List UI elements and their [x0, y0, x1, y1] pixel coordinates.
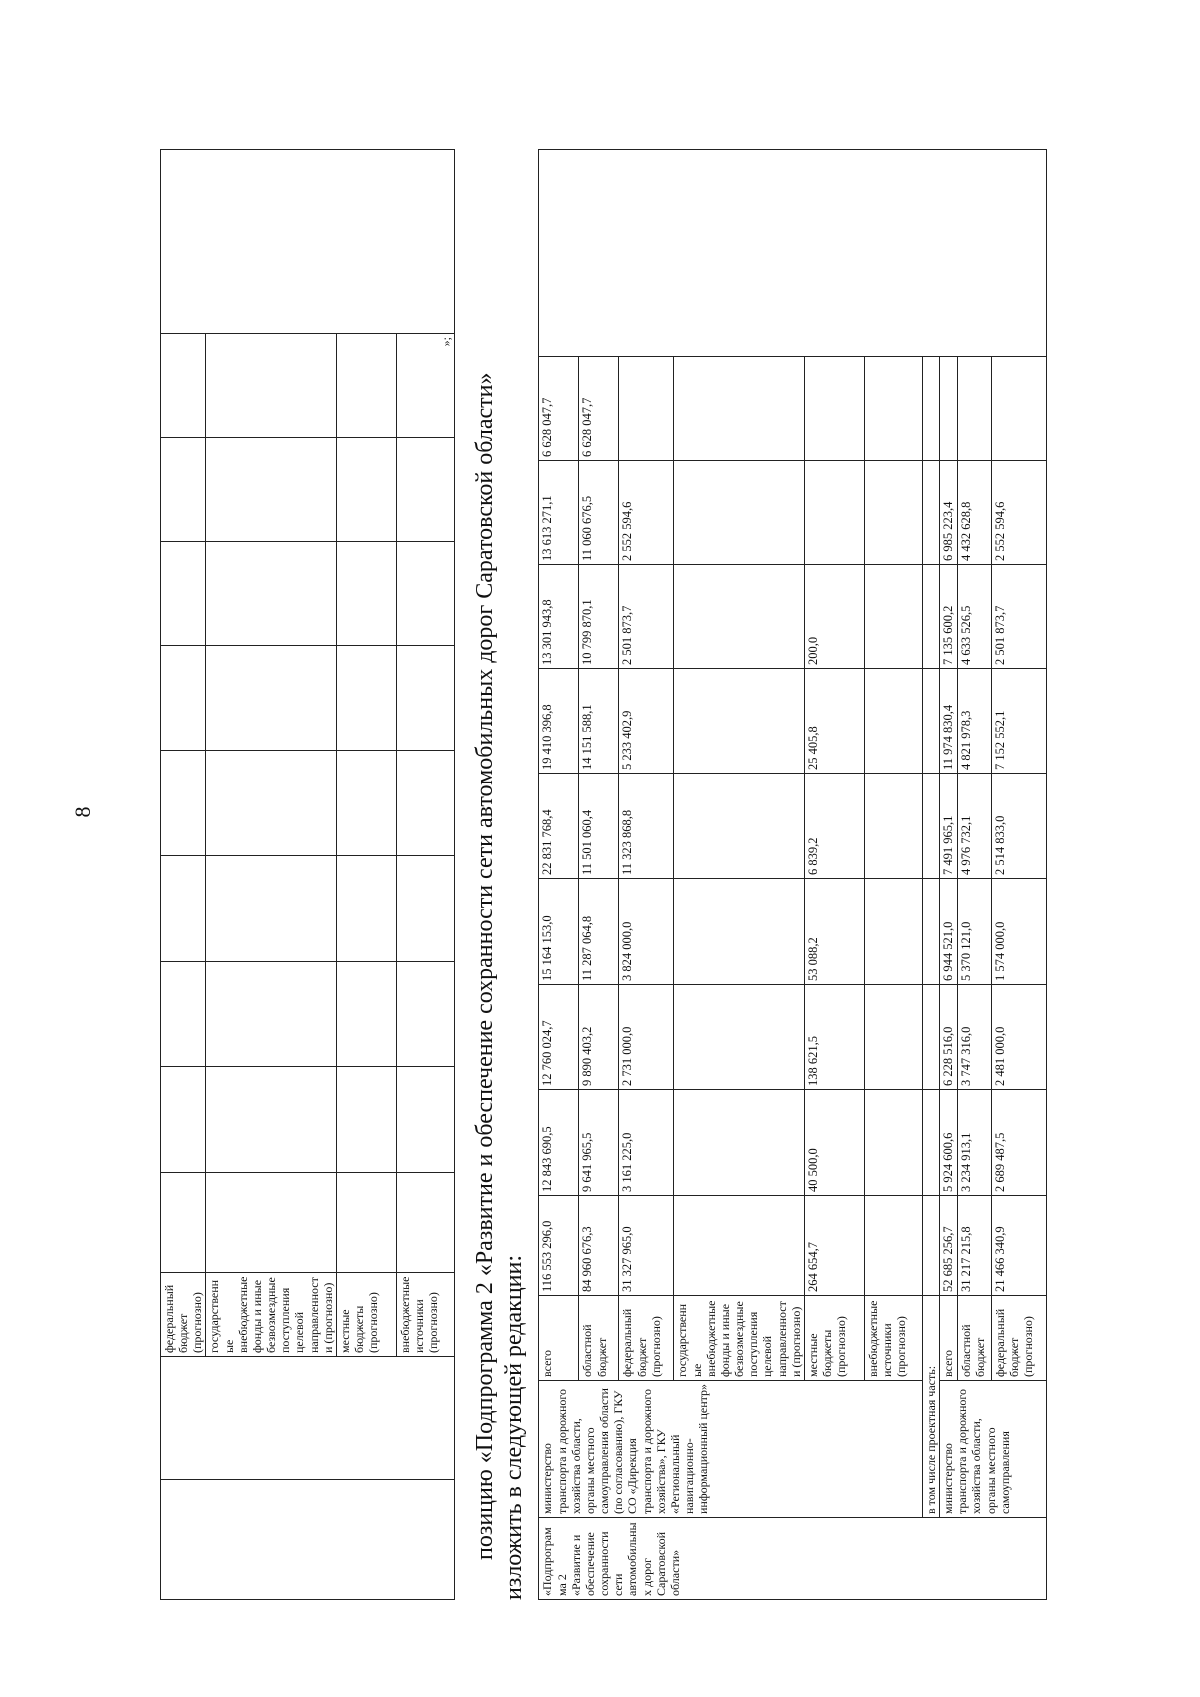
value-cell: [674, 774, 804, 879]
value-cell: [674, 461, 804, 565]
main-table: [538, 149, 1047, 1600]
value-cell: 5 233 402,9: [619, 669, 674, 774]
table-row: [922, 150, 939, 1600]
value-cell: 7 491 965,1: [940, 774, 958, 879]
value-cell: 2 501 873,7: [619, 565, 674, 669]
value-cell: 22 831 768,4: [539, 774, 579, 879]
value-cell: 14 151 588,1: [579, 669, 619, 774]
value-cell: 4 821 978,3: [958, 669, 992, 774]
table-row: [539, 150, 579, 1600]
value-cell: 1 574 000,0: [992, 879, 1047, 985]
value-cell: 3 161 225,0: [619, 1090, 674, 1196]
value-cell: 264 654,7: [804, 1196, 864, 1296]
value-cell: 25 405,8: [804, 669, 864, 774]
value-cell: 52 685 256,7: [940, 1196, 958, 1296]
top-table-cell: [161, 150, 455, 334]
value-cell: 11 323 868,8: [619, 774, 674, 879]
value-cell: 5 370 121,0: [958, 879, 992, 985]
project-executors-cell: министерство транспорта и дорожного хозяйства области, органы местного самоуправления: [940, 1381, 1047, 1518]
source-cell: федеральный бюджет (прогнозно): [619, 1296, 674, 1381]
value-cell: [958, 357, 992, 461]
value-cell: 2 501 873,7: [992, 565, 1047, 669]
value-cell: [864, 461, 922, 565]
value-cell: 2 689 487,5: [992, 1090, 1047, 1196]
value-cell: 12 843 690,5: [539, 1090, 579, 1196]
value-cell: [864, 357, 922, 461]
top-table-source-cell: внебюджетные источники (прогнозно): [396, 1273, 454, 1357]
value-cell: 2 731 000,0: [619, 985, 674, 1090]
top-table: [160, 149, 455, 1600]
closing-quote: »;: [396, 334, 454, 438]
source-cell: всего: [940, 1296, 958, 1381]
top-table-source-cell: местные бюджеты (прогнозно): [336, 1273, 396, 1357]
value-cell: 6 628 047,7: [539, 357, 579, 461]
source-cell: областной бюджет: [579, 1296, 619, 1381]
value-cell: 3 234 913,1: [958, 1090, 992, 1196]
value-cell: [864, 669, 922, 774]
value-cell: 138 621,5: [804, 985, 864, 1090]
value-cell: 116 553 296,0: [539, 1196, 579, 1296]
value-cell: 31 327 965,0: [619, 1196, 674, 1296]
value-cell: 3 747 316,0: [958, 985, 992, 1090]
subprogram-name-cell: «Подпрограмма 2 «Развитие и обеспечение сохранности сети автомобильных дорог Саратовской области»: [539, 1518, 1047, 1600]
value-cell: 4 976 732,1: [958, 774, 992, 879]
value-cell: 31 217 215,8: [958, 1196, 992, 1296]
value-cell: 10 799 870,1: [579, 565, 619, 669]
source-cell: внебюджетные источники (прогнозно): [864, 1296, 922, 1381]
value-cell: 2 552 594,6: [619, 461, 674, 565]
top-table-source-cell: государственные внебюджетные фонды и иные безвозмездные поступления целевой направленности (прогнозно): [206, 1273, 336, 1357]
value-cell: 40 500,0: [804, 1090, 864, 1196]
source-cell: местные бюджеты (прогнозно): [804, 1296, 864, 1381]
value-cell: [864, 774, 922, 879]
value-cell: 9 641 965,5: [579, 1090, 619, 1196]
value-cell: 19 410 396,8: [539, 669, 579, 774]
value-cell: 2 514 833,0: [992, 774, 1047, 879]
value-cell: 9 890 403,2: [579, 985, 619, 1090]
page-number: 8: [70, 806, 95, 818]
value-cell: 53 088,2: [804, 879, 864, 985]
value-cell: [674, 357, 804, 461]
section-heading: [471, 110, 529, 1600]
value-cell: 11 287 064,8: [579, 879, 619, 985]
value-cell: 84 960 676,3: [579, 1196, 619, 1296]
value-cell: 5 924 600,6: [940, 1090, 958, 1196]
value-cell: 6 985 223,4: [940, 461, 958, 565]
top-table-source-cell: федеральный бюджет (прогнозно): [161, 1273, 206, 1357]
heading-line-1: позицию «Подпрограмма 2 «Развитие и обеспечение сохранности сети автомобильных дорог Саратовской области»: [471, 372, 498, 1560]
value-cell: 13 613 271,1: [539, 461, 579, 565]
source-cell: федеральный бюджет (прогнозно): [992, 1296, 1047, 1381]
heading-line-2: изложить в следующей редакции:: [500, 1254, 527, 1600]
value-cell: 11 501 060,4: [579, 774, 619, 879]
top-table-row: [161, 150, 206, 1600]
value-cell: 11 060 676,5: [579, 461, 619, 565]
source-cell: государственные внебюджетные фонды и иные безвозмездные поступления целевой направленности (прогнозно): [674, 1296, 804, 1381]
value-cell: 21 466 340,9: [992, 1196, 1047, 1296]
top-table-executor-cell: [161, 1357, 455, 1480]
value-cell: [864, 565, 922, 669]
value-cell: 200,0: [804, 565, 864, 669]
value-cell: [864, 1196, 922, 1296]
value-cell: 2 552 594,6: [992, 461, 1047, 565]
value-cell: [804, 357, 864, 461]
value-cell: [674, 669, 804, 774]
value-cell: 3 824 000,0: [619, 879, 674, 985]
value-cell: [619, 357, 674, 461]
value-cell: 4 633 526,5: [958, 565, 992, 669]
rotated-page-content: [160, 100, 1047, 1600]
value-cell: [674, 1196, 804, 1296]
value-cell: 15 164 153,0: [539, 879, 579, 985]
value-cell: [864, 1090, 922, 1196]
source-cell: всего: [539, 1296, 579, 1381]
top-table-name-cell: [161, 1480, 455, 1600]
value-cell: [674, 879, 804, 985]
value-cell: [804, 461, 864, 565]
value-cell: 6 944 521,0: [940, 879, 958, 985]
value-cell: [864, 985, 922, 1090]
table-row: [940, 150, 958, 1600]
value-cell: 6 228 516,0: [940, 985, 958, 1090]
value-cell: 6 839,2: [804, 774, 864, 879]
trailing-cell: [539, 150, 1047, 357]
value-cell: [674, 1090, 804, 1196]
value-cell: [864, 879, 922, 985]
source-cell: областной бюджет: [958, 1296, 992, 1381]
value-cell: 6 628 047,7: [579, 357, 619, 461]
value-cell: [992, 357, 1047, 461]
project-part-label: в том числе проектная часть:: [922, 1296, 939, 1518]
value-cell: 7 152 552,1: [992, 669, 1047, 774]
value-cell: [674, 565, 804, 669]
value-cell: [940, 357, 958, 461]
value-cell: 11 974 830,4: [940, 669, 958, 774]
value-cell: 4 432 628,8: [958, 461, 992, 565]
value-cell: [674, 985, 804, 1090]
value-cell: 7 135 600,2: [940, 565, 958, 669]
value-cell: 12 760 024,7: [539, 985, 579, 1090]
executors-cell: министерство транспорта и дорожного хозяйства области, органы местного самоуправления области (по согласованию), ГКУ СО «Дирекция транспорта и дорожного хозяйства», ГКУ «Региональный навигационно-информационный центр»: [539, 1381, 922, 1518]
value-cell: 13 301 943,8: [539, 565, 579, 669]
value-cell: 2 481 000,0: [992, 985, 1047, 1090]
